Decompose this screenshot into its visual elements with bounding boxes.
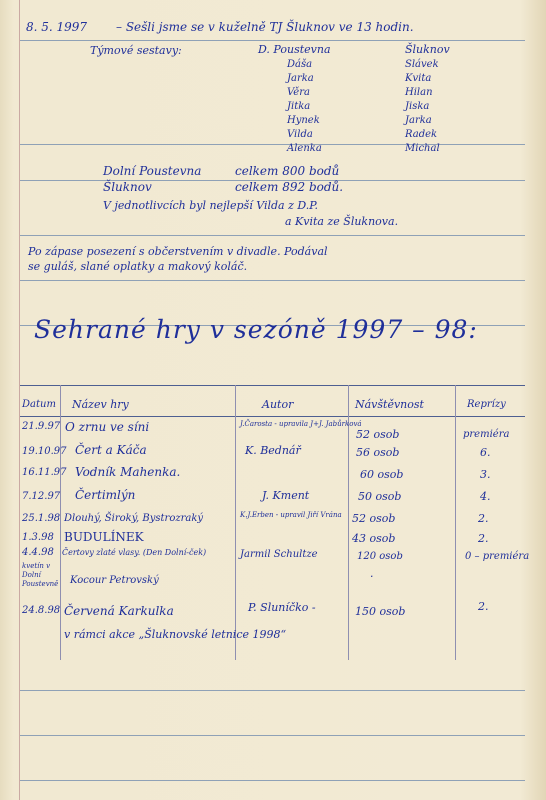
row-date: 24.8.98 <box>22 605 61 616</box>
row-name: Dlouhý, Široký, Bystrozraký <box>64 513 204 524</box>
ruled-line <box>20 40 525 41</box>
row-visits: 120 osob <box>357 551 403 562</box>
row-author: K.J.Erben - upravil Jiří Vrána <box>240 511 342 519</box>
note-line-2: se guláš, slané oplatky a makový koláč. <box>28 260 248 273</box>
row-reprises: 2. <box>478 532 489 545</box>
row-visits: 150 osob <box>355 605 406 618</box>
note-line-1: Po zápase posezení s občerstvením v divadle. Podával <box>28 245 328 258</box>
entry-event: – Sešli jsme se v kuželně TJ Šluknov ve 13 hodin. <box>116 20 414 34</box>
header-date: Datum <box>22 399 56 410</box>
row-author: Jarmil Schultze <box>240 549 318 560</box>
row-author: J. Kment <box>262 489 310 502</box>
lineup-label: Týmové sestavy: <box>90 44 182 57</box>
row-name: Čert a Káča <box>75 443 147 457</box>
right-player: Jiska <box>405 101 430 112</box>
left-player: Dáša <box>287 59 313 70</box>
left-player: Věra <box>287 87 310 98</box>
row-date: 1.3.98 <box>22 532 54 543</box>
left-player: Hynek <box>287 115 320 126</box>
row-date: 25.1.98 <box>22 513 61 524</box>
row-author: P. Sluníčko - <box>248 601 316 614</box>
header-reprises: Reprízy <box>467 399 506 410</box>
entry-date: 8. 5. 1997 <box>26 20 88 34</box>
row-name: Čertovy zlaté vlasy. (Den Dolní-ček) <box>62 548 207 557</box>
ruled-line <box>20 144 525 145</box>
right-player: Slávek <box>405 59 439 70</box>
left-player: Alenka <box>287 143 322 154</box>
right-player: Kvita <box>405 73 432 84</box>
ruled-line <box>20 690 525 691</box>
row-visits: 52 osob <box>352 512 396 525</box>
right-player: Jarka <box>405 115 432 126</box>
row-reprises: 3. <box>480 468 491 481</box>
right-player: Michal <box>405 143 440 154</box>
row-visits: · <box>370 570 374 583</box>
row-date: 19.10.97 <box>22 446 67 457</box>
ruled-line <box>20 235 525 236</box>
row-reprises: 0 – premiéra <box>465 551 530 562</box>
row-date: 7.12.97 <box>22 491 61 502</box>
row-name: Červená Karkulka <box>64 604 174 618</box>
table-col-divider <box>235 385 236 660</box>
row-visits: 60 osob <box>360 468 404 481</box>
row-reprises: 2. <box>478 600 489 613</box>
ruled-line <box>20 280 525 281</box>
row-reprises: 2. <box>478 512 489 525</box>
row-reprises: premiéra <box>463 429 510 440</box>
header-name: Název hry <box>72 398 129 411</box>
header-visits: Návštěvnost <box>355 398 424 411</box>
team-left-name: D. Poustevna <box>258 43 331 56</box>
season-title: Sehrané hry v sezóně 1997 – 98: <box>34 315 478 344</box>
right-player: Hilan <box>405 87 433 98</box>
table-col-divider <box>455 385 456 660</box>
table-header-rule <box>20 416 525 417</box>
row-name: O zrnu ve síni <box>65 420 150 434</box>
ruled-line <box>20 735 525 736</box>
row-name: BUDULÍNEK <box>64 530 144 544</box>
header-author: Autor <box>262 398 294 411</box>
page-margin-line <box>19 0 20 800</box>
row-reprises: 4. <box>480 490 491 503</box>
table-top-rule <box>20 385 525 386</box>
row-visits: 56 osob <box>356 446 400 459</box>
right-player: Radek <box>405 129 438 140</box>
row-visits: 43 osob <box>352 532 396 545</box>
row-date: 16.11.97 <box>22 467 67 478</box>
row-visits: 50 osob <box>358 490 402 503</box>
row-date: 21.9.97 <box>22 421 61 432</box>
left-player: Vilda <box>287 129 313 140</box>
row-author: K. Bednář <box>245 444 301 457</box>
result-best-line: V jednotlivcích byl nejlepší Vilda z D.P. <box>103 199 318 212</box>
row-date: 4.4.98 <box>22 547 54 558</box>
result-team-2: Šluknov <box>103 180 152 194</box>
result-score-2: celkem 892 bodů. <box>235 180 344 194</box>
row-author: J.Čarosta - upravila J+J. Jabůrková <box>240 420 362 428</box>
result-score-1: celkem 800 bodů <box>235 164 340 178</box>
row-date: kvetín v Dolní Poustevně <box>22 562 59 588</box>
row-reprises: 6. <box>480 446 491 459</box>
row-name: Kocour Petrovský <box>70 575 159 586</box>
left-player: Jitka <box>287 101 311 112</box>
row-name: Vodník Mahenka. <box>75 465 181 479</box>
result-best-line-2: a Kvita ze Šluknova. <box>285 215 399 228</box>
team-right-name: Šluknov <box>405 43 450 56</box>
result-team-1: Dolní Poustevna <box>103 164 202 178</box>
row-name: Čertimlýn <box>75 488 136 502</box>
ruled-line <box>20 780 525 781</box>
row-visits: 52 osob <box>356 428 400 441</box>
left-player: Jarka <box>287 73 314 84</box>
table-footnote: v rámci akce „Šluknovské letnice 1998“ <box>64 628 287 641</box>
